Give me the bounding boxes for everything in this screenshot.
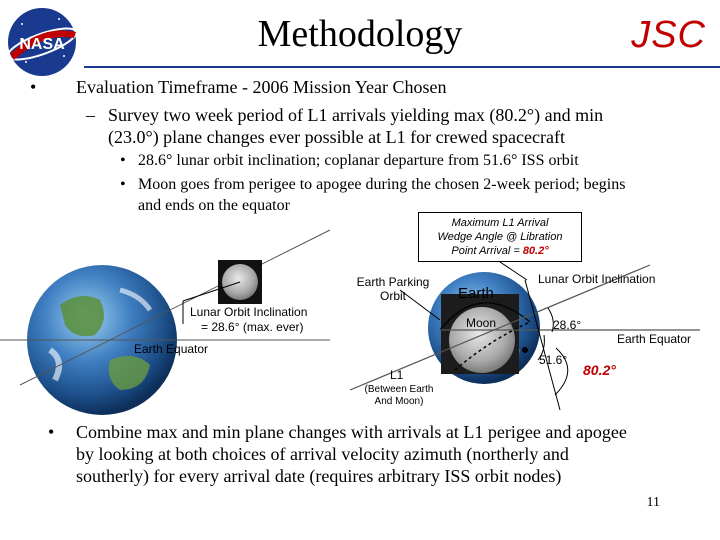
l1-label: L1 xyxy=(390,368,404,382)
moon-label: Moon xyxy=(466,316,497,330)
bullet-marker: • xyxy=(120,176,126,193)
callout-line1: Maximum L1 Arrival xyxy=(451,217,549,229)
nasa-logo-text: NASA xyxy=(19,36,65,53)
bullet-combine-line2: by looking at both choices of arrival velocity azimuth (northerly and xyxy=(76,444,569,464)
org-label: JSC xyxy=(631,14,706,56)
page-title: Methodology xyxy=(257,13,463,55)
bullet-combine-line1: Combine max and min plane changes with arrivals at L1 perigee and apogee xyxy=(76,422,627,442)
callout-line2: Wedge Angle @ Libration xyxy=(437,231,563,243)
sub-bullet-survey-line2: (23.0°) plane changes ever possible at L1 for crewed spacecraft xyxy=(108,127,565,147)
sub-bullet-survey-line1: Survey two week period of L1 arrivals yielding max (80.2°) and min xyxy=(108,105,604,125)
earth-label: Earth xyxy=(458,285,494,302)
dash-marker: – xyxy=(86,105,95,125)
sub-sub-bullet-moon-line2: and ends on the equator xyxy=(138,197,290,214)
l1-point-icon xyxy=(522,347,528,353)
earth-parking-orbit-label xyxy=(352,275,434,303)
earth-parking-orbit-line2: Orbit xyxy=(379,289,406,303)
earth-parking-orbit-line1: Earth Parking xyxy=(356,275,430,289)
left-inclination-label: Lunar Orbit Inclination xyxy=(190,305,308,319)
left-equator-label: Earth Equator xyxy=(134,342,209,356)
l1-note-line1: (Between Earth xyxy=(364,384,434,395)
right-inclination-label: Lunar Orbit Inclination xyxy=(538,272,656,286)
bullet-marker: • xyxy=(120,152,126,169)
bullet-marker: • xyxy=(48,422,55,442)
left-inclination-value: = 28.6° (max. ever) xyxy=(201,320,304,334)
bullet-timeframe: Evaluation Timeframe - 2006 Mission Year Chosen xyxy=(76,77,447,97)
bullet-marker: • xyxy=(30,77,37,97)
callout-line3-prefix: Point Arrival = xyxy=(451,245,523,257)
angle-51-6-label: 51.6° xyxy=(539,353,568,367)
l1-note-line2: And Moon) xyxy=(374,396,424,407)
angle-80-2-label: 80.2° xyxy=(583,362,616,378)
callout-value: 80.2° xyxy=(522,245,549,257)
l1-note xyxy=(354,384,444,408)
sub-sub-bullet-inclination: 28.6° lunar orbit inclination; coplanar departure from 51.6° ISS orbit xyxy=(138,152,579,169)
angle-28-6-label: 28.6° xyxy=(553,318,582,332)
right-equator-label: Earth Equator xyxy=(617,332,692,346)
title-rule xyxy=(84,66,720,68)
sub-sub-bullet-moon-line1: Moon goes from perigee to apogee during the chosen 2-week period; begins xyxy=(138,176,626,193)
bullet-combine-line3: southerly) for every arrival date (requires arbitrary ISS orbit nodes) xyxy=(76,466,562,486)
callout-box xyxy=(418,212,582,262)
page-number: 11 xyxy=(646,495,660,510)
